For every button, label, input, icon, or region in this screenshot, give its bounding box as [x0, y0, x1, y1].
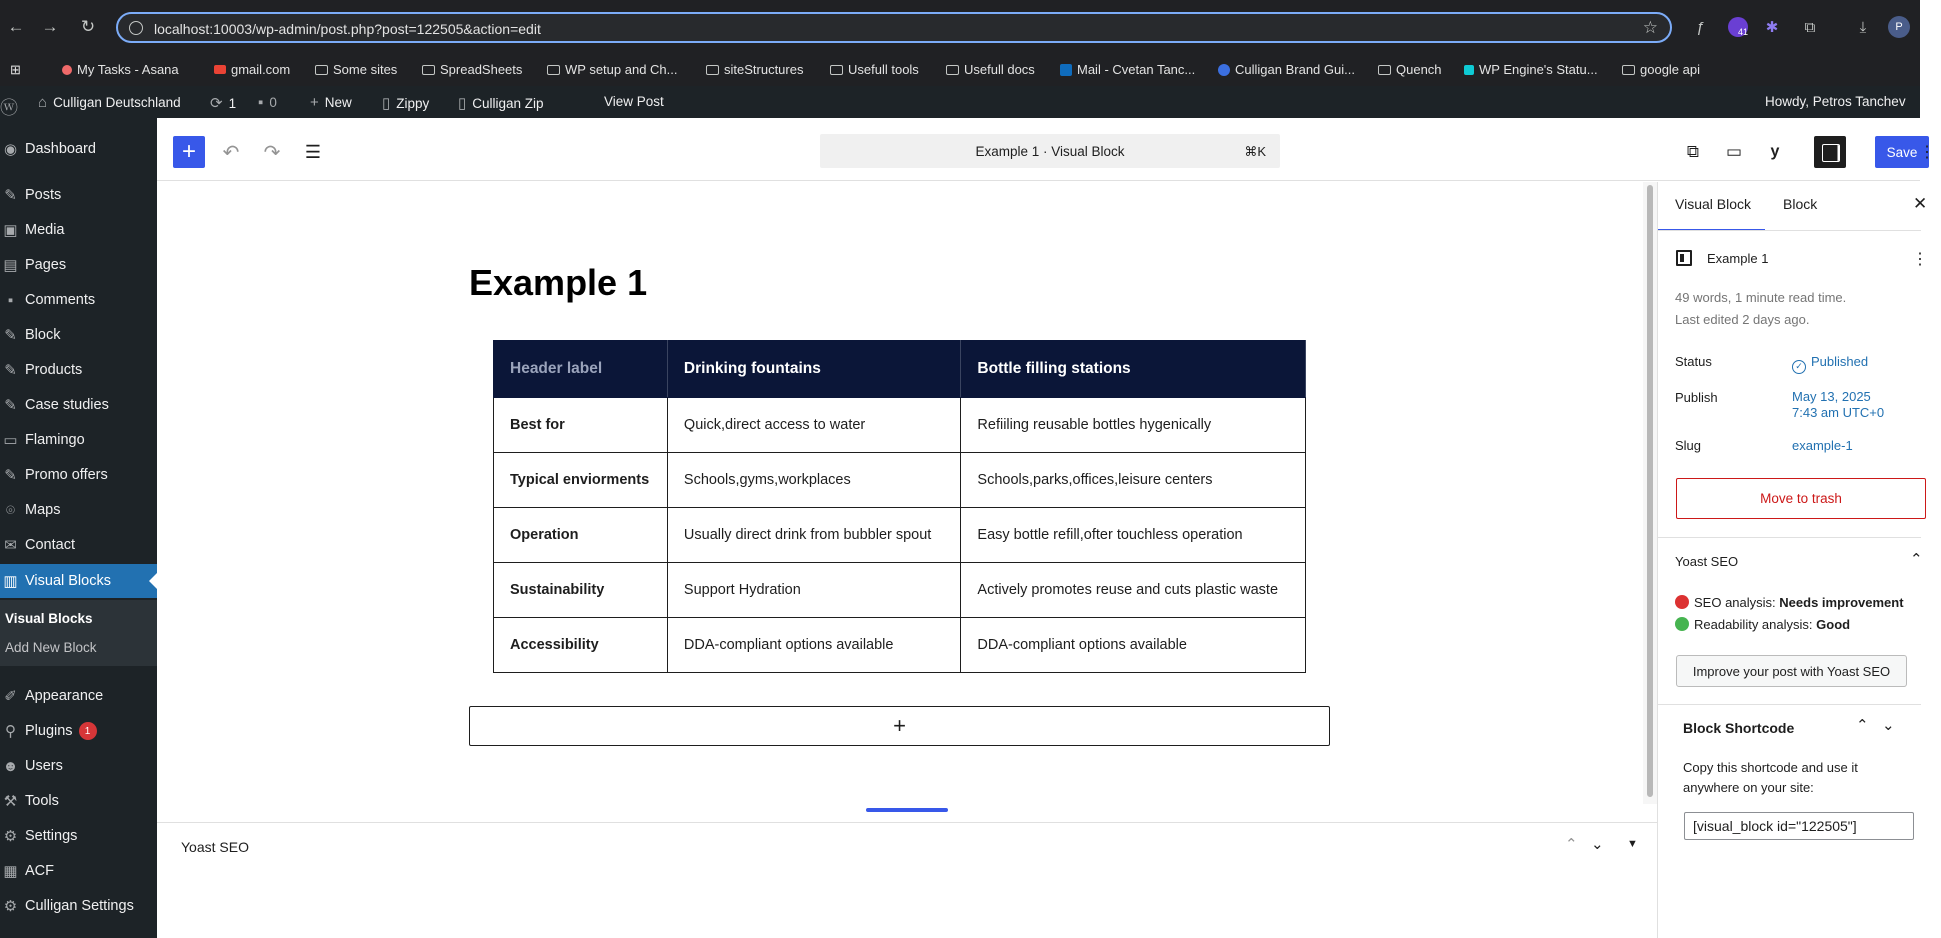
chevron-down-icon[interactable]: ⌄: [1882, 717, 1895, 734]
sidebar-item-maps[interactable]: ⌾ Maps: [0, 493, 157, 527]
yoast-panel-title[interactable]: Yoast SEO: [1675, 554, 1739, 569]
bookmark-folder-quench[interactable]: Quench: [1378, 62, 1442, 77]
folder-icon: [315, 65, 328, 75]
extensions-puzzle-icon[interactable]: ⧉: [1804, 18, 1816, 36]
settings-sidebar: [1657, 182, 1928, 938]
preview-device-icon[interactable]: ▭: [1725, 142, 1743, 161]
move-up-icon[interactable]: ⌃: [1565, 836, 1578, 853]
visual-block-table[interactable]: [493, 340, 1306, 673]
bookmark-folder-sitestructures[interactable]: siteStructures: [706, 62, 803, 77]
home-icon: ⌂: [38, 94, 48, 111]
wrench-icon: ⚒: [3, 793, 18, 810]
asana-icon: [62, 65, 72, 75]
move-down-icon[interactable]: ⌄: [1591, 836, 1604, 853]
active-indicator: [149, 573, 157, 589]
sidebar-item-block[interactable]: ✎ Block: [0, 318, 157, 352]
word-count: 49 words, 1 minute read time.: [1675, 290, 1847, 305]
divider: [1658, 537, 1921, 538]
yoast-icon[interactable]: y: [1770, 143, 1780, 160]
sidebar-item-products[interactable]: ✎ Products: [0, 353, 157, 387]
redo-icon[interactable]: ↷: [263, 141, 281, 164]
bookmarks-bar: [0, 54, 1920, 86]
folder-icon: [946, 65, 959, 75]
chevron-up-icon[interactable]: ⌃: [1856, 717, 1869, 734]
sidebar-item-acf[interactable]: ▦ ACF: [0, 854, 157, 888]
settings-icon: ⚙: [3, 828, 18, 845]
block-inserter-button[interactable]: +: [173, 136, 205, 168]
table-header-cell[interactable]: Bottle filling stations: [961, 341, 1306, 398]
admin-sidebar: [0, 118, 157, 938]
command-palette-bar[interactable]: [820, 134, 1280, 168]
shortcode-help: Copy this shortcode and use it: [1683, 760, 1858, 775]
table-row: [494, 508, 1306, 563]
bookmark-folder-google-api[interactable]: google api: [1622, 62, 1700, 77]
document-card-title: Example 1: [1707, 251, 1769, 266]
table-cell[interactable]: DDA-compliant options available: [961, 618, 1306, 673]
culligan-brand-icon: [1218, 64, 1230, 76]
culligan-zip-link[interactable]: ▯ Culligan Zip: [458, 95, 544, 112]
document-icon: ▯: [382, 95, 391, 112]
gear-extension-icon[interactable]: ✱: [1765, 19, 1779, 36]
pin-icon: ✎: [4, 362, 17, 379]
sidebar-item-culligan-settings[interactable]: ⚙ Culligan Settings: [0, 889, 157, 923]
bookmark-folder-usefull-tools[interactable]: Usefull tools: [830, 62, 919, 77]
sidebar-item-users[interactable]: ☻ Users: [0, 749, 157, 783]
table-row-label[interactable]: Sustainability: [494, 563, 668, 618]
pages-icon: ▤: [3, 257, 18, 274]
updates-icon: ⟳: [210, 95, 223, 112]
plus-icon: +: [310, 94, 319, 111]
profile-avatar[interactable]: P: [1888, 16, 1910, 38]
chevron-up-icon[interactable]: ⌃: [1910, 551, 1923, 568]
seo-analysis: SEO analysis: Needs improvement: [1675, 595, 1904, 610]
acf-icon: ▦: [3, 863, 18, 880]
folder-icon: [547, 65, 560, 75]
collapse-toggle-icon[interactable]: ▼: [1627, 838, 1638, 850]
forward-icon[interactable]: →: [41, 17, 59, 36]
bookmark-culligan-brand[interactable]: Culligan Brand Gui...: [1218, 62, 1355, 77]
site-name-link[interactable]: ⌂ Culligan Deutschland: [38, 94, 181, 111]
editor-header: [157, 118, 1935, 181]
wp-admin-bar: [0, 86, 1920, 118]
dashboard-icon: ◉: [3, 141, 18, 158]
sidebar-item-dashboard[interactable]: ◉ Dashboard: [0, 132, 157, 166]
visual-blocks-submenu: [0, 600, 157, 666]
table-cell[interactable]: Quick,direct access to water: [667, 398, 960, 453]
divider: [1658, 704, 1921, 705]
readability-analysis: Readability analysis: Good: [1675, 617, 1850, 632]
sidebar-item-pages[interactable]: ▤ Pages: [0, 248, 157, 282]
shortcode-help: anywhere on your site:: [1683, 780, 1814, 795]
table-row-label[interactable]: Accessibility: [494, 618, 668, 673]
table-cell[interactable]: Support Hydration: [667, 563, 960, 618]
bookmark-folder-usefull-docs[interactable]: Usefull docs: [946, 62, 1035, 77]
bookmark-gmail[interactable]: gmail.com: [214, 62, 290, 77]
slug-value-button[interactable]: example-1: [1792, 438, 1853, 453]
folder-icon: [422, 65, 435, 75]
bookmark-mail[interactable]: Mail - Cvetan Tanc...: [1060, 62, 1195, 77]
bookmark-folder-wp-setup[interactable]: WP setup and Ch...: [547, 62, 678, 77]
gmail-icon: [214, 65, 226, 74]
table-row-label[interactable]: Best for: [494, 398, 668, 453]
zippy-link[interactable]: ▯ Zippy: [382, 95, 430, 112]
site-info-icon[interactable]: [129, 21, 143, 35]
publish-label: Publish: [1675, 390, 1718, 405]
visual-block-icon: [1676, 250, 1692, 266]
sidebar-item-posts[interactable]: ✎ Posts: [0, 178, 157, 212]
undo-icon[interactable]: ↶: [222, 141, 240, 164]
publish-time-button[interactable]: 7:43 am UTC+0: [1792, 405, 1885, 420]
bookmark-folder-spreadsheets[interactable]: SpreadSheets: [422, 62, 522, 77]
settings-icon: ⚙: [3, 898, 18, 915]
command-shortcut: ⌘K: [1244, 144, 1266, 159]
browser-toolbar: [0, 0, 1920, 54]
bookmark-asana[interactable]: My Tasks - Asana: [62, 62, 179, 77]
bookmark-folder-some-sites[interactable]: Some sites: [315, 62, 397, 77]
table-row-label[interactable]: Operation: [494, 508, 668, 563]
bookmark-star-icon[interactable]: ☆: [1642, 18, 1658, 37]
extension-badge-icon[interactable]: 41: [1728, 17, 1748, 37]
move-to-trash-button[interactable]: Move to trash: [1676, 478, 1926, 519]
settings-sidebar-toggle[interactable]: [1814, 136, 1846, 168]
folder-icon: [1378, 65, 1391, 75]
sidebar-item-promo-offers[interactable]: ✎ Promo offers: [0, 458, 157, 492]
table-cell[interactable]: Actively promotes reuse and cuts plastic waste: [961, 563, 1306, 618]
wp-engine-icon: [1464, 65, 1474, 75]
table-cell[interactable]: Schools,parks,offices,leisure centers: [961, 453, 1306, 508]
url-text[interactable]: localhost:10003/wp-admin/post.php?post=122505&action=edit: [154, 21, 541, 37]
table-cell[interactable]: Schools,gyms,workplaces: [667, 453, 960, 508]
users-icon: ☻: [2, 757, 19, 775]
tab-visual-block[interactable]: Visual Block: [1675, 196, 1752, 212]
tab-block[interactable]: Block: [1783, 196, 1818, 212]
table-cell[interactable]: Usually direct drink from bubbler spout: [667, 508, 960, 563]
folder-icon: [706, 65, 719, 75]
comment-icon: ▪: [258, 94, 264, 111]
plugins-update-badge: 1: [79, 722, 97, 740]
table-row: [494, 453, 1306, 508]
pin-icon: ✎: [4, 467, 17, 484]
submenu-add-new-block[interactable]: Add New Block: [5, 640, 97, 655]
block-appender-button[interactable]: +: [469, 706, 1330, 746]
sidebar-item-visual-blocks[interactable]: ▥ Visual Blocks: [0, 564, 157, 598]
visual-blocks-icon: ▥: [3, 573, 18, 590]
divider: [1658, 230, 1921, 231]
document-overview-icon[interactable]: ☰: [304, 141, 322, 162]
options-menu-icon[interactable]: ⋮: [1919, 144, 1935, 161]
folder-icon: [1622, 65, 1635, 75]
sidebar-item-comments[interactable]: ▪ Comments: [0, 283, 157, 317]
scrollbar-thumb[interactable]: [1647, 185, 1653, 797]
bookmark-wp-engine[interactable]: WP Engine's Statu...: [1464, 62, 1598, 77]
view-post-external-icon[interactable]: ⧉: [1686, 142, 1700, 161]
sidebar-item-plugins[interactable]: ⚲ Plugins 1: [0, 714, 157, 748]
howdy-user-link[interactable]: Howdy, Petros Tanchev: [1765, 94, 1906, 109]
shortcode-field[interactable]: [visual_block id="122505"]: [1684, 812, 1914, 840]
table-row-label[interactable]: Typical enviorments: [494, 453, 668, 508]
check-circle-icon: ✓: [1792, 360, 1806, 374]
pin-icon: ✎: [4, 397, 17, 414]
save-button[interactable]: Save: [1875, 136, 1929, 168]
media-icon: ▣: [3, 222, 18, 239]
table-row: [494, 398, 1306, 453]
sidebar-item-case-studies[interactable]: ✎ Case studies: [0, 388, 157, 422]
improve-yoast-button[interactable]: Improve your post with Yoast SEO: [1676, 655, 1907, 687]
sidebar-item-appearance[interactable]: ✐ Appearance: [0, 679, 157, 713]
comments-link[interactable]: ▪ 0: [258, 94, 277, 111]
metabox-resize-handle[interactable]: [866, 808, 948, 812]
smiley-face-icon: [1675, 617, 1689, 631]
status-label: Status: [1675, 354, 1712, 369]
outlook-icon: [1060, 64, 1072, 76]
brush-icon: ✐: [4, 688, 17, 705]
last-edited: Last edited 2 days ago.: [1675, 312, 1810, 327]
sidebar-item-contact[interactable]: ✉ Contact: [0, 528, 157, 562]
submenu-visual-blocks[interactable]: Visual Blocks: [5, 611, 93, 626]
comments-icon: ▪: [7, 291, 14, 309]
table-cell[interactable]: DDA-compliant options available: [667, 618, 960, 673]
document-title: Example 1 · Visual Block: [975, 143, 1125, 159]
document-actions-icon[interactable]: ⋮: [1912, 251, 1928, 268]
slug-label: Slug: [1675, 438, 1702, 453]
table-cell[interactable]: Refiiling reusable bottles hygenically: [961, 398, 1306, 453]
table-header-row: [494, 341, 1306, 398]
table-row: [494, 618, 1306, 673]
pin-icon: ✎: [4, 327, 17, 344]
download-arrow-icon[interactable]: ⤓: [1859, 18, 1867, 36]
post-title[interactable]: Example 1: [469, 262, 648, 303]
wordpress-logo-icon[interactable]: ⓦ: [0, 98, 18, 118]
table-header-cell[interactable]: Header label: [494, 341, 668, 398]
apps-grid-icon[interactable]: ⊞: [10, 62, 21, 77]
publish-date-button[interactable]: May 13, 2025: [1792, 389, 1871, 404]
plugin-icon: ⚲: [5, 723, 16, 740]
metabox-area: [157, 822, 1657, 938]
view-post-link[interactable]: View Post: [604, 94, 664, 109]
updates-link[interactable]: ⟳ 1: [210, 95, 237, 112]
document-icon: ▯: [458, 95, 467, 112]
formula-extension-icon[interactable]: ƒ: [1695, 18, 1705, 36]
new-content-link[interactable]: + New: [310, 94, 352, 111]
sidebar-item-tools[interactable]: ⚒ Tools: [0, 784, 157, 818]
block-shortcode-title: Block Shortcode: [1683, 720, 1795, 736]
folder-icon: [830, 65, 843, 75]
back-icon[interactable]: ←: [7, 17, 25, 36]
flamingo-icon: ▭: [3, 432, 18, 449]
sidebar-item-settings[interactable]: ⚙ Settings: [0, 819, 157, 853]
table-row: [494, 563, 1306, 618]
pin-icon: ✎: [4, 187, 17, 204]
table-cell[interactable]: Easy bottle refill,ofter touchless operation: [961, 508, 1306, 563]
reload-icon[interactable]: ↻: [80, 17, 96, 36]
sidebar-item-flamingo[interactable]: ▭ Flamingo: [0, 423, 157, 457]
metabox-title[interactable]: Yoast SEO: [181, 839, 249, 855]
close-icon[interactable]: ✕: [1913, 194, 1928, 213]
sad-face-icon: [1675, 595, 1689, 609]
canvas-scrollbar[interactable]: [1643, 182, 1657, 804]
status-value-button[interactable]: ✓ Published: [1792, 354, 1868, 374]
table-header-cell[interactable]: Drinking fountains: [667, 341, 960, 398]
sidebar-item-media[interactable]: ▣ Media: [0, 213, 157, 247]
location-icon: ⌾: [5, 501, 15, 519]
address-bar[interactable]: [116, 12, 1672, 43]
email-icon: ✉: [4, 537, 17, 554]
